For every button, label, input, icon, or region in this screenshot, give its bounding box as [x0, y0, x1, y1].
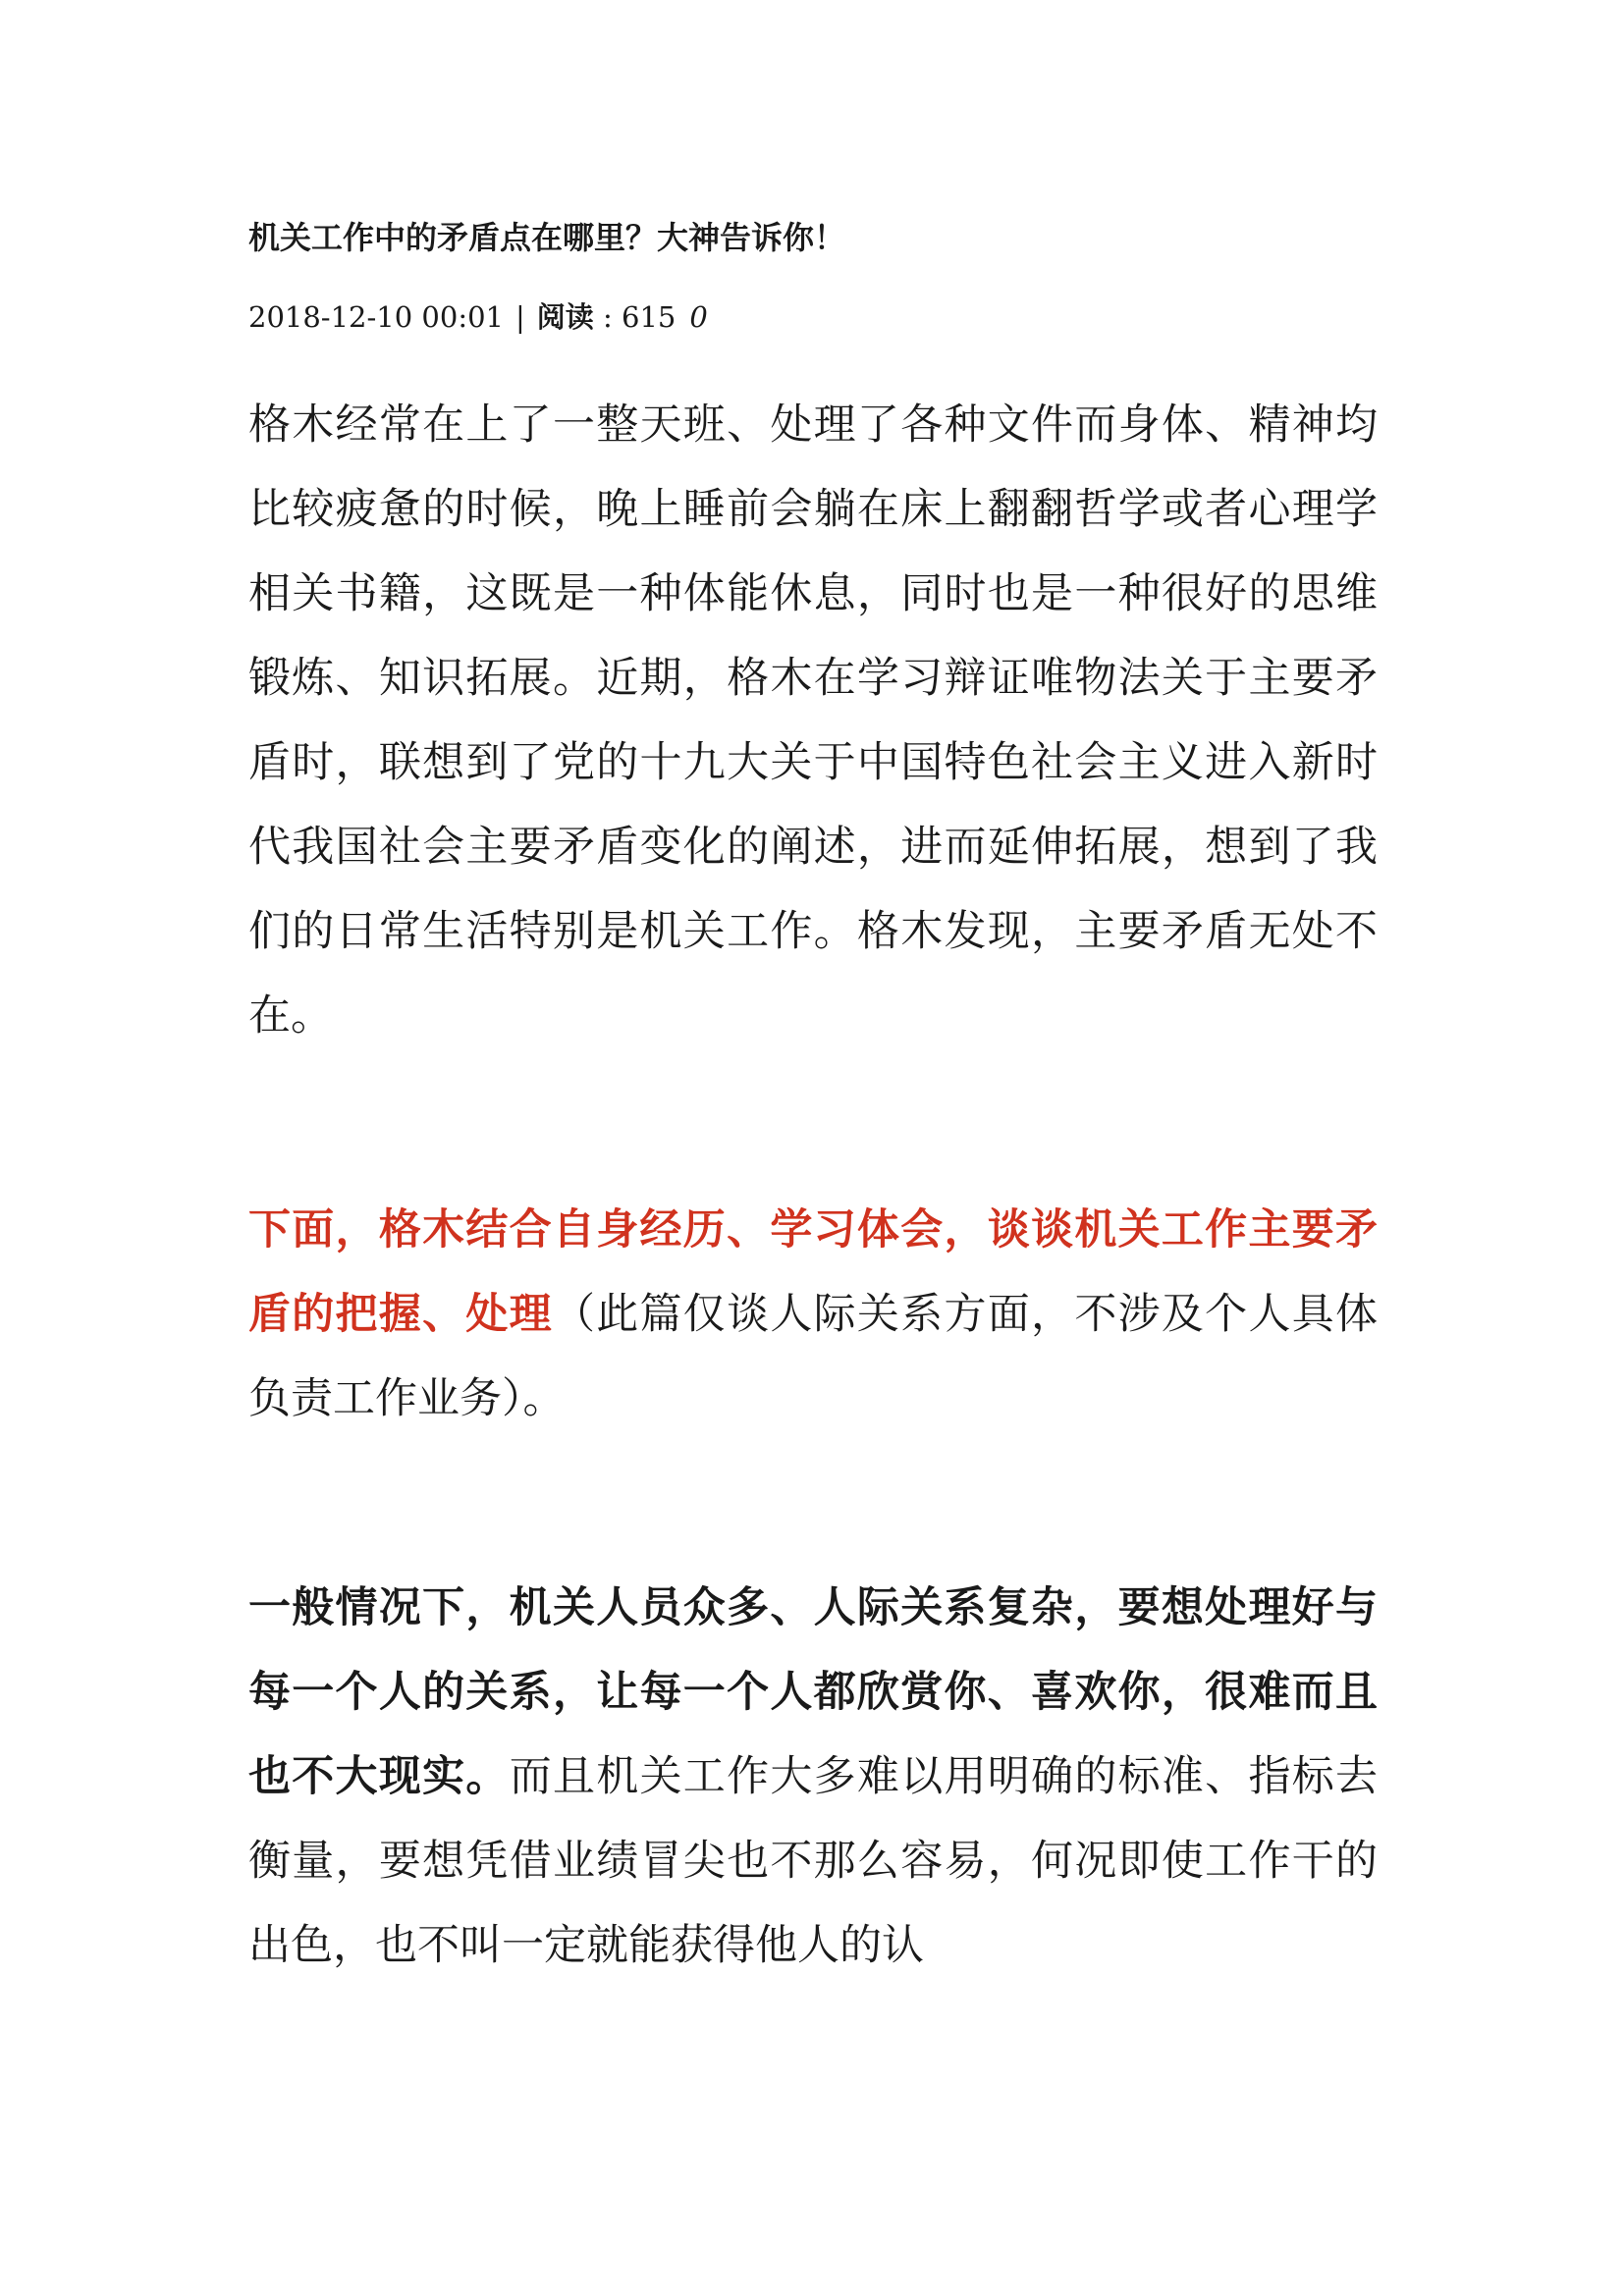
paragraph-relations: [248, 1566, 1378, 1988]
meta-separator: |: [515, 300, 525, 334]
bold-statement: 一般情况下，机关人员众多、人际关系复杂，要想处理好与每一个人的关系，让每一个人都欣赏你、喜欢你，很难而且也不大现实。: [248, 1583, 1378, 1801]
like-count: 0: [689, 300, 708, 334]
read-count: 615: [622, 300, 677, 334]
paragraph-continuation: 而且机关工作大多难以用明确的标准、指标去衡量，要想凭借业绩冒尖也不那么容易，何况即使工作干的出色，也不叫一定就能获得他人的认: [248, 1752, 1379, 1970]
read-colon: :: [603, 300, 613, 334]
publish-date: 2018-12-10 00:01: [248, 300, 504, 334]
paragraph-intro: 格木经常在上了一整天班、处理了各种文件而身体、精神均比较疲惫的时候，晚上睡前会躺在床上翻翻哲学或者心理学相关书籍，这既是一种体能休息，同时也是一种很好的思维锻炼、知识拓展。近期，格木在学习辩证唯物法关于主要矛盾时，联想到了党的十九大关于中国特色社会主义进入新时代我国社会主要矛盾变化的阐述，进而延伸拓展，想到了我们的日常生活特别是机关工作。格木发现，主要矛盾无处不在。: [248, 400, 1378, 1041]
read-label: 阅读: [536, 300, 594, 334]
paragraph-note: （此篇仅谈人际关系方面，不涉及个人具体负责工作业务）。: [248, 1290, 1379, 1423]
article-meta: [248, 297, 708, 337]
paragraph-highlight: [248, 1188, 1378, 1441]
highlight-text: 下面，格木结合自身经历、学习体会，谈谈机关工作主要矛盾的把握、处理: [248, 1205, 1378, 1339]
article-title: 机关工作中的矛盾点在哪里？大神告诉你！: [248, 219, 846, 256]
